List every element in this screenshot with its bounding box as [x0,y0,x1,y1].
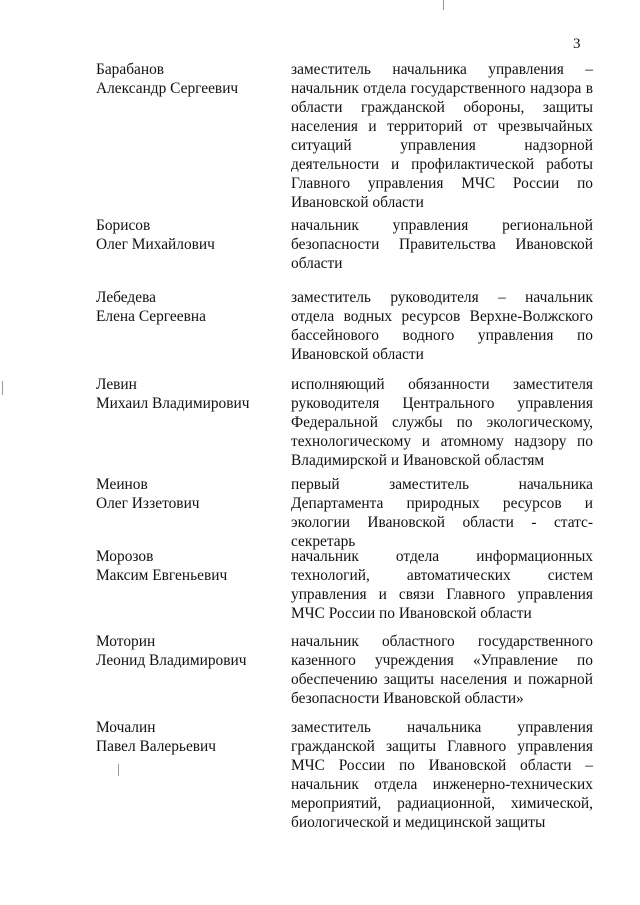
person-name [96,718,276,756]
person-name [96,375,276,413]
position-description: первый заместитель начальника Департамента природных ресурсов и экологии Ивановской области - статс-секретарь [291,476,593,550]
scan-artifact [443,0,444,10]
surname: Лебедева [96,289,156,306]
given-names: Елена Сергеевна [96,308,206,325]
person-name [96,632,276,670]
page-number: 3 [573,36,581,52]
position-description: исполняющий обязанности заместителя руководителя Центрального управления Федеральной службы по экологическому, технологическому и атомному надзору по Владимирской и Ивановской областям [291,376,593,469]
surname: Мочалин [96,719,156,736]
given-names: Олег Михайлович [96,236,215,253]
surname: Меинов [96,476,148,493]
given-names: Олег Иззетович [96,495,200,512]
surname: Левин [96,376,137,393]
position-description: заместитель начальника управления гражданской защиты Главного управления МЧС России по Ивановской области – начальник отдела инженерно-технических мероприятий, радиационной, химической, биологической и медицинской защиты [291,719,593,831]
person-name [96,475,276,513]
given-names: Михаил Владимирович [96,395,250,412]
person-name [96,216,276,254]
surname: Борисов [96,217,151,234]
surname: Моторин [96,633,156,650]
surname: Барабанов [96,61,165,78]
position-description: начальник отдела информационных технологий, автоматических систем управления и связи Главного управления МЧС России по Ивановской области [291,548,593,622]
person-name [96,547,276,585]
position-description: заместитель начальника управления – начальник отдела государственного надзора в области гражданской обороны, защиты населения и территорий от чрезвычайных ситуаций управления надзорной деятельности и профилактической работы Главного управления МЧС России по Ивановской области [291,61,593,211]
position-description: заместитель руководителя – начальник отдела водных ресурсов Верхне-Волжского бассейнового водного управления по Ивановской области [291,289,593,363]
given-names: Максим Евгеньевич [96,567,228,584]
given-names: Александр Сергеевич [96,80,239,97]
person-name [96,60,276,98]
person-name [96,288,276,326]
scan-artifact [118,764,119,776]
scan-artifact [2,381,3,395]
given-names: Леонид Владимирович [96,652,247,669]
surname: Морозов [96,548,154,565]
given-names: Павел Валерьевич [96,738,217,755]
position-description: начальник областного государственного казенного учреждения «Управление по обеспечению защиты населения и пожарной безопасности Ивановской области» [291,633,593,707]
position-description: начальник управления региональной безопасности Правительства Ивановской области [291,217,593,272]
